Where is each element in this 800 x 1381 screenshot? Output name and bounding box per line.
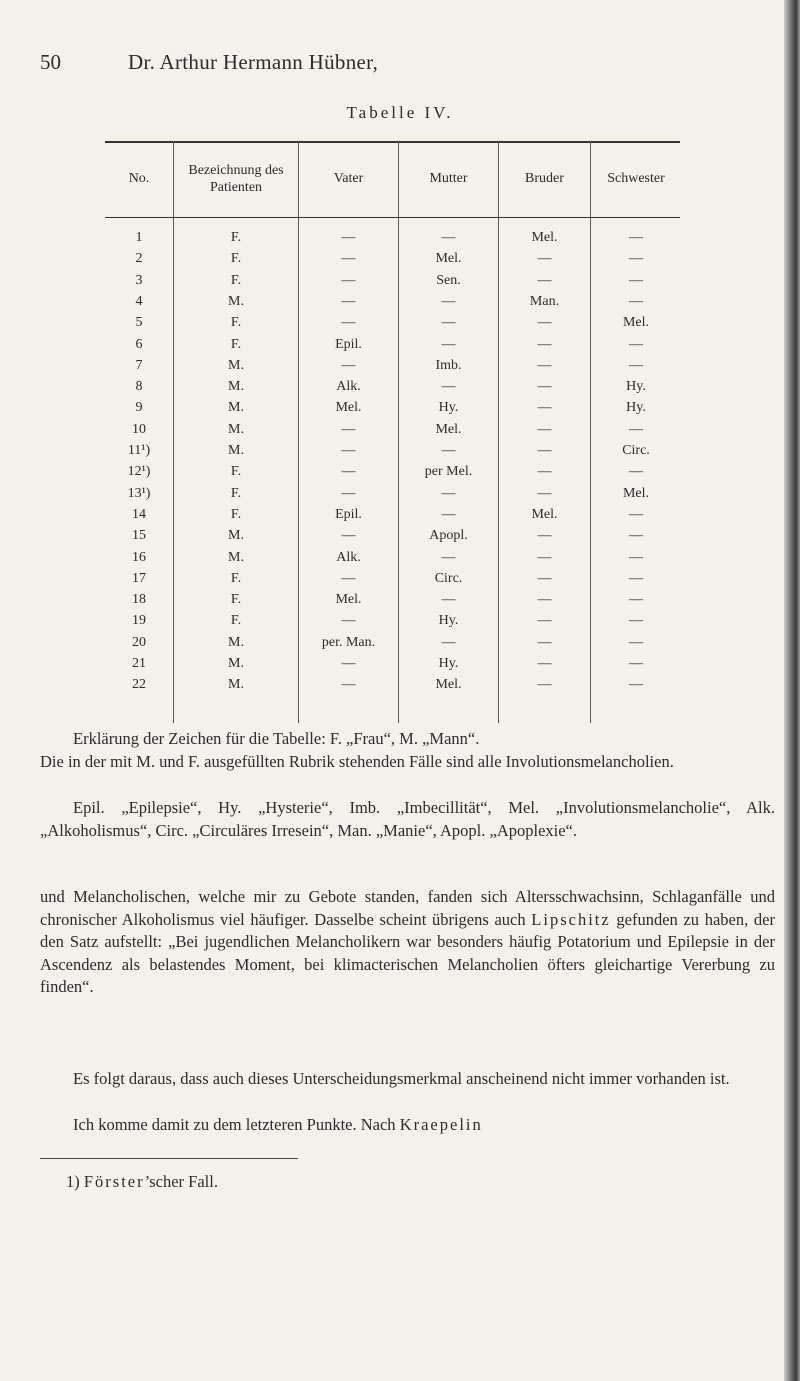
cell-no: 9 [135, 400, 143, 416]
cell-mother: Mel. [435, 421, 462, 437]
cell-no: 15 [132, 528, 146, 544]
cell-brother: — [537, 634, 552, 650]
author-name: Lipschitz [531, 909, 611, 929]
cell-patient: M. [228, 400, 244, 416]
cell-brother: — [537, 421, 552, 437]
table-row [105, 229, 680, 247]
cell-brother: — [537, 443, 552, 458]
cell-father: — [341, 251, 356, 267]
footnote-author: Förster [83, 1172, 145, 1191]
cell-father: — [341, 570, 356, 586]
table-row [105, 336, 680, 354]
table-row [105, 314, 680, 332]
cell-no: 18 [132, 592, 146, 608]
cell-patient: M. [228, 656, 244, 671]
cell-brother: — [537, 570, 552, 586]
cell-patient: F. [230, 570, 242, 586]
cell-sister: Circ. [622, 443, 650, 458]
cell-brother: — [537, 379, 552, 395]
cell-no: 4 [135, 293, 143, 309]
cell-mother: — [441, 293, 456, 309]
table-row [105, 463, 680, 481]
cell-patient: F. [230, 272, 242, 288]
cell-sister: — [629, 656, 643, 671]
cell-patient: F. [230, 315, 242, 331]
cell-brother: Mel. [531, 506, 558, 522]
body-paragraph [40, 886, 775, 999]
scan-edge [784, 0, 800, 1381]
cell-mother: Sen. [436, 272, 461, 288]
cell-mother: Apopl. [429, 528, 468, 544]
cell-patient: F. [230, 464, 242, 480]
table-row [105, 485, 680, 503]
cell-sister: — [629, 549, 643, 565]
page-header [40, 50, 775, 80]
cell-no: 1 [135, 230, 143, 245]
cell-patient: M. [228, 357, 244, 373]
cell-sister: — [629, 528, 643, 544]
cell-mother: Mel. [435, 677, 462, 693]
cell-father: — [341, 656, 356, 671]
cell-sister: — [629, 421, 643, 437]
column-header-brother: Bruder [525, 171, 564, 186]
cell-brother: — [537, 336, 552, 352]
table-row [105, 293, 680, 311]
cell-sister: — [629, 230, 643, 245]
footnote-rule [40, 1158, 298, 1159]
cell-mother: — [441, 379, 456, 395]
table-row [105, 655, 680, 673]
cell-patient: M. [228, 528, 244, 544]
cell-brother: — [537, 656, 552, 671]
cell-brother: Mel. [531, 230, 558, 245]
cell-father: — [341, 315, 356, 331]
cell-mother: — [441, 634, 456, 650]
cell-patient: F. [230, 613, 242, 629]
cell-no: 19 [132, 613, 146, 629]
cell-no: 16 [132, 549, 146, 565]
cell-mother: — [441, 336, 456, 352]
cell-patient: F. [230, 230, 242, 245]
cell-no: 2 [135, 251, 143, 267]
cell-patient: F. [230, 506, 242, 522]
cell-no: 12¹) [127, 464, 151, 480]
cell-father: — [341, 443, 356, 458]
cell-sister: Hy. [626, 400, 646, 416]
table-row [105, 634, 680, 652]
cell-no: 7 [135, 357, 143, 373]
cell-no: 13¹) [127, 485, 151, 501]
table-row [105, 399, 680, 417]
cell-brother: — [537, 272, 552, 288]
cell-sister: — [629, 272, 643, 288]
table-row [105, 378, 680, 396]
cell-father: — [341, 357, 356, 373]
cell-brother: — [537, 464, 552, 480]
cell-sister: — [629, 592, 643, 608]
cell-mother: Hy. [438, 613, 459, 629]
cell-father: — [341, 421, 356, 437]
table-row [105, 570, 680, 588]
cell-no: 11¹) [127, 443, 151, 458]
cell-father: Epil. [335, 336, 362, 352]
cell-brother: — [537, 528, 552, 544]
cell-no: 3 [135, 272, 143, 288]
cell-sister: — [629, 357, 643, 373]
column-header-no: No. [128, 171, 150, 186]
cell-no: 8 [135, 379, 143, 395]
cell-father: — [341, 485, 356, 501]
cell-brother: — [537, 485, 552, 501]
cell-brother: — [537, 315, 552, 331]
table-row [105, 250, 680, 268]
cell-mother: — [441, 549, 456, 565]
cell-no: 6 [135, 336, 143, 352]
cell-sister: — [629, 293, 643, 309]
table-row [105, 676, 680, 694]
cell-mother: — [441, 592, 456, 608]
cell-father: Alk. [336, 549, 361, 565]
cell-father: — [341, 293, 356, 309]
table-row [105, 272, 680, 290]
table-row [105, 549, 680, 567]
cell-father: — [341, 464, 356, 480]
cell-mother: Hy. [438, 400, 459, 416]
cell-sister: Mel. [622, 315, 650, 331]
cell-sister: — [629, 464, 643, 480]
cell-patient: M. [228, 549, 244, 565]
cell-mother: Mel. [435, 251, 462, 267]
cell-sister: — [629, 251, 643, 267]
column-header-father: Vater [333, 171, 364, 186]
cell-mother: Hy. [438, 656, 459, 671]
body-text: gefunden zu haben, der den Satz aufstellt: „Bei jugendlichen Melancholikern war besonders häufig Potatorium und Epilepsie in der Ascendenz als belastendes Moment, bei klimacterischen Melancholien öfters gleichartige Vererbung zu finden“. [40, 909, 775, 997]
page-number: 50 [40, 50, 61, 74]
cell-no: 22 [132, 677, 146, 693]
cell-brother: — [537, 357, 552, 373]
cell-no: 20 [132, 634, 146, 650]
cell-patient: F. [230, 336, 242, 352]
body-paragraph: Es folgt daraus, dass auch dieses Unterscheidungsmerkmal anscheinend nicht immer vorhanden ist. [73, 1069, 730, 1088]
cell-mother: Circ. [434, 570, 463, 586]
body-text: und Melancholischen, welche mir zu Gebote standen, fanden sich Altersschwachsinn, Schlaganfälle und chronischer Alkoholismus viel häufiger. Dasselbe scheint übrigens auch [40, 887, 775, 929]
cell-sister: Hy. [626, 379, 646, 395]
cell-patient: M. [228, 634, 244, 650]
cell-brother: Man. [529, 293, 560, 309]
cell-patient: M. [228, 443, 244, 458]
cell-mother: Imb. [435, 357, 462, 373]
cell-father: — [341, 613, 356, 629]
cell-father: — [341, 677, 356, 693]
column-header-mother: Mutter [429, 171, 468, 186]
cell-brother: — [537, 400, 552, 416]
cell-mother: — [441, 485, 456, 501]
cell-sister: — [629, 336, 643, 352]
body-text: Ich komme damit zu dem letzteren Punkte. Nach [73, 1115, 400, 1134]
cell-mother: — [441, 443, 456, 458]
cell-patient: F. [230, 485, 242, 501]
cell-brother: — [537, 592, 552, 608]
cell-brother: — [537, 677, 552, 693]
cell-patient: F. [230, 592, 242, 608]
cell-father: per. Man. [321, 634, 376, 650]
data-table [105, 141, 680, 723]
cell-mother: per Mel. [424, 464, 473, 480]
footnote-marker: 1) [66, 1172, 80, 1191]
footnote [66, 1172, 218, 1192]
legend-paragraph: Die in der mit M. und F. ausgefüllten Rubrik stehenden Fälle sind alle Involutionsmelancholien. [40, 752, 674, 771]
cell-no: 21 [132, 656, 146, 671]
legend-paragraph: Epil. „Epilepsie“, Hy. „Hysterie“, Imb. „Imbecillität“, Mel. „Involutionsmelancholie“, Alk. „Alkoholismus“, Circ. „Circuläres Irresein“, Man. „Manie“, Apopl. „Apoplexie“. [40, 798, 775, 840]
column-header-sister: Schwester [607, 171, 665, 186]
cell-father: Mel. [335, 592, 362, 608]
cell-no: 14 [132, 506, 146, 522]
cell-father: — [341, 272, 356, 288]
cell-sister: — [629, 677, 643, 693]
column-header-patient: Bezeichnung des Patienten [188, 162, 284, 195]
cell-brother: — [537, 613, 552, 629]
cell-father: Mel. [335, 400, 362, 416]
table-row [105, 442, 680, 460]
footnote-text: ’scher Fall. [144, 1172, 218, 1191]
table-header-rule [105, 217, 680, 218]
cell-sister: Mel. [622, 485, 650, 501]
table-row [105, 357, 680, 375]
legend-paragraph: Erklärung der Zeichen für die Tabelle: F. „Frau“, M. „Mann“. [73, 729, 480, 748]
running-head: Dr. Arthur Hermann Hübner, [128, 50, 379, 74]
cell-sister: — [629, 570, 643, 586]
body-paragraph [40, 1114, 775, 1137]
cell-brother: — [537, 549, 552, 565]
cell-sister: — [629, 613, 643, 629]
table-row [105, 506, 680, 524]
cell-mother: — [441, 230, 456, 245]
cell-brother: — [537, 251, 552, 267]
cell-father: Epil. [335, 506, 362, 522]
cell-father: — [341, 528, 356, 544]
table-row [105, 612, 680, 630]
cell-no: 5 [135, 315, 143, 331]
cell-sister: — [629, 634, 643, 650]
cell-patient: M. [228, 677, 244, 693]
cell-no: 17 [132, 570, 146, 586]
table-row [105, 527, 680, 545]
cell-sister: — [629, 506, 643, 522]
cell-patient: F. [230, 251, 242, 267]
cell-patient: M. [228, 421, 244, 437]
cell-mother: — [441, 315, 456, 331]
author-name: Kraepelin [399, 1115, 483, 1134]
table-row [105, 421, 680, 439]
cell-father: Alk. [336, 379, 361, 395]
table-row [105, 591, 680, 609]
cell-no: 10 [132, 421, 146, 437]
table-title: Tabelle IV. [346, 103, 454, 122]
cell-patient: M. [228, 379, 244, 395]
cell-mother: — [441, 506, 456, 522]
cell-father: — [341, 230, 356, 245]
cell-patient: M. [228, 293, 244, 309]
